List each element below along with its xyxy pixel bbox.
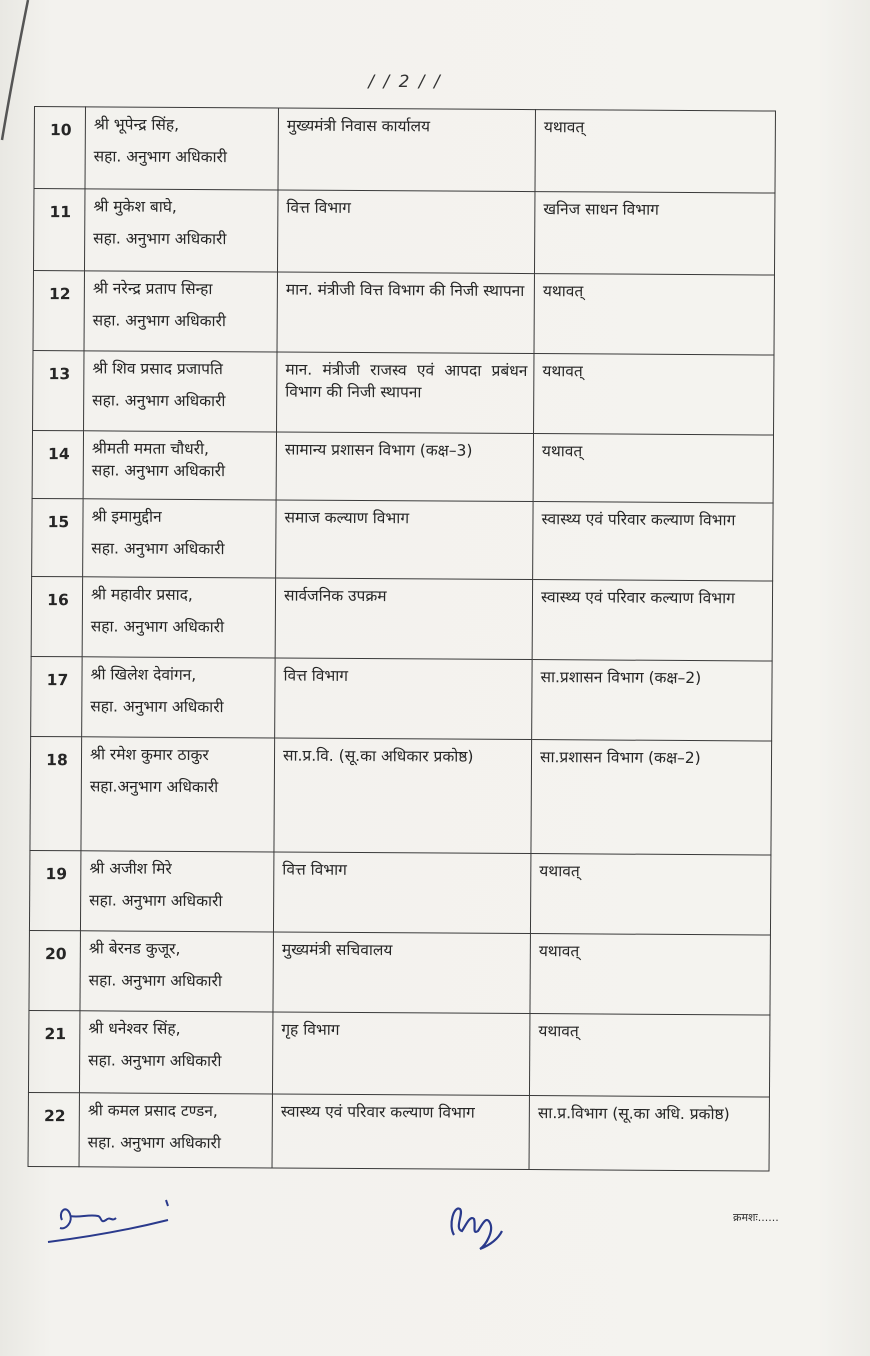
employee-name: श्री भूपेन्द्र सिंह, [93,115,180,134]
employee-designation: सहा. अनुभाग अधिकारी [92,391,226,411]
signature-middle [440,1195,510,1255]
serial-number-cell: 15 [32,498,83,576]
current-posting-cell: सार्वजनिक उपक्रम [275,578,532,660]
employee-designation: सहा. अनुभाग अधिकारी [91,461,226,481]
employee-cell [79,1011,272,1094]
new-posting-cell: यथावत् [529,1014,769,1097]
employee-cell [81,737,275,852]
current-posting-cell: गृह विभाग [272,1012,529,1096]
employee-designation: सहा. अनुभाग अधिकारी [88,971,222,991]
transfer-table [28,106,776,1172]
new-posting-cell: यथावत् [530,854,770,935]
employee-name: श्री खिलेश देवांगन, [90,665,197,685]
employee-cell [82,577,275,658]
employee-designation: सहा. अनुभाग अधिकारी [91,539,225,559]
serial-number-cell: 20 [29,930,80,1010]
current-posting-cell: वित्त विभाग [273,852,530,934]
employee-name: श्री रमेश कुमार ठाकुर [89,745,209,765]
current-posting-cell: सामान्य प्रशासन विभाग (कक्ष–3) [276,432,533,502]
serial-number-cell: 17 [31,656,82,736]
continued-note: क्रमशः...... [733,1211,779,1224]
employee-cell [80,931,273,1012]
employee-name: श्रीमती ममता चौधरी, [91,439,209,459]
employee-name: श्री नरेन्द्र प्रताप सिन्हा [92,279,213,299]
employee-cell [85,107,278,190]
table-row [30,736,772,855]
new-posting-cell: स्वास्थ्य एवं परिवार कल्याण विभाग [533,502,773,581]
new-posting-cell: यथावत् [530,934,770,1015]
new-posting-cell: यथावत् [534,274,774,355]
serial-number-cell: 22 [28,1092,79,1166]
employee-designation: सहा. अनुभाग अधिकारी [88,1051,222,1071]
serial-number-cell: 10 [34,107,85,189]
employee-name: श्री कमल प्रसाद टण्डन, [87,1101,218,1121]
table-row [31,656,772,741]
table-row [29,850,770,935]
employee-cell [83,499,276,578]
employee-name: श्री धनेश्वर सिंह, [88,1019,181,1038]
new-posting-cell: खनिज साधन विभाग [534,192,774,275]
serial-number-cell: 19 [29,850,80,930]
table-row [29,930,770,1015]
current-posting-cell: मुख्यमंत्री सचिवालय [273,932,530,1014]
employee-cell [84,189,277,272]
table-row [32,498,773,581]
current-posting-cell: समाज कल्याण विभाग [276,500,533,580]
new-posting-cell: यथावत् [534,354,774,435]
serial-number-cell: 11 [33,189,84,271]
new-posting-cell: सा.प्रशासन विभाग (कक्ष–2) [531,740,772,855]
new-posting-cell: स्वास्थ्य एवं परिवार कल्याण विभाग [532,580,772,661]
employee-cell [80,851,273,932]
employee-name: श्री महावीर प्रसाद, [90,585,193,604]
employee-cell [84,351,277,432]
employee-name: श्री मुकेश बाघे, [93,197,177,216]
serial-number-cell: 12 [33,271,84,351]
new-posting-cell: सा.प्रशासन विभाग (कक्ष–2) [532,660,772,741]
table-row [33,189,774,276]
serial-number-cell: 18 [30,736,82,850]
employee-designation: सहा. अनुभाग अधिकारी [90,617,225,637]
employee-designation: सहा. अनुभाग अधिकारी [90,697,224,717]
serial-number-cell: 21 [28,1010,79,1092]
current-posting-cell: सा.प्र.वि. (सू.का अधिकार प्रकोष्ठ) [274,738,532,854]
current-posting-cell: मान. मंत्रीजी वित्त विभाग की निजी स्थापना [277,272,534,354]
employee-name: श्री शिव प्रसाद प्रजापति [92,359,223,379]
employee-designation: सहा. अनुभाग अधिकारी [87,1133,221,1153]
table-row [33,271,774,356]
employee-designation: सहा. अनुभाग अधिकारी [92,311,226,331]
employee-cell [79,1093,272,1168]
employee-name: श्री अजीश मिरे [89,859,172,878]
serial-number-cell: 16 [31,576,82,656]
employee-designation: सहा. अनुभाग अधिकारी [89,891,223,911]
current-posting-cell: वित्त विभाग [277,190,534,274]
current-posting-cell: मुख्यमंत्री निवास कार्यालय [278,108,535,192]
employee-designation: सहा. अनुभाग अधिकारी [93,229,227,249]
serial-number-cell: 13 [33,350,84,430]
serial-number-cell: 14 [32,430,83,498]
table-row [34,107,775,194]
employee-cell [82,657,275,738]
current-posting-cell: स्वास्थ्य एवं परिवार कल्याण विभाग [272,1094,529,1170]
new-posting-cell: सा.प्र.विभाग (सू.का अधि. प्रकोष्ठ) [529,1096,769,1171]
table-row [28,1010,769,1097]
employee-designation: सहा. अनुभाग अधिकारी [93,147,227,167]
table-row [31,576,772,661]
new-posting-cell: यथावत् [533,434,773,503]
current-posting-cell: मान. मंत्रीजी राजस्व एवं आपदा प्रबंधन विभाग की निजी स्थापना [277,352,534,434]
table-row [28,1092,769,1171]
table-row [33,350,774,435]
current-posting-cell: वित्त विभाग [275,658,532,740]
employee-name: श्री बेरनड कुजूर, [88,939,181,958]
page-number: / / 2 / / [368,72,442,92]
table-row [32,430,773,503]
employee-cell [83,431,276,500]
employee-cell [84,271,277,352]
employee-name: श्री इमामुद्दीन [91,507,162,526]
employee-designation: सहा.अनुभाग अधिकारी [89,777,219,797]
signature-left [40,1192,180,1252]
new-posting-cell: यथावत् [535,110,775,193]
